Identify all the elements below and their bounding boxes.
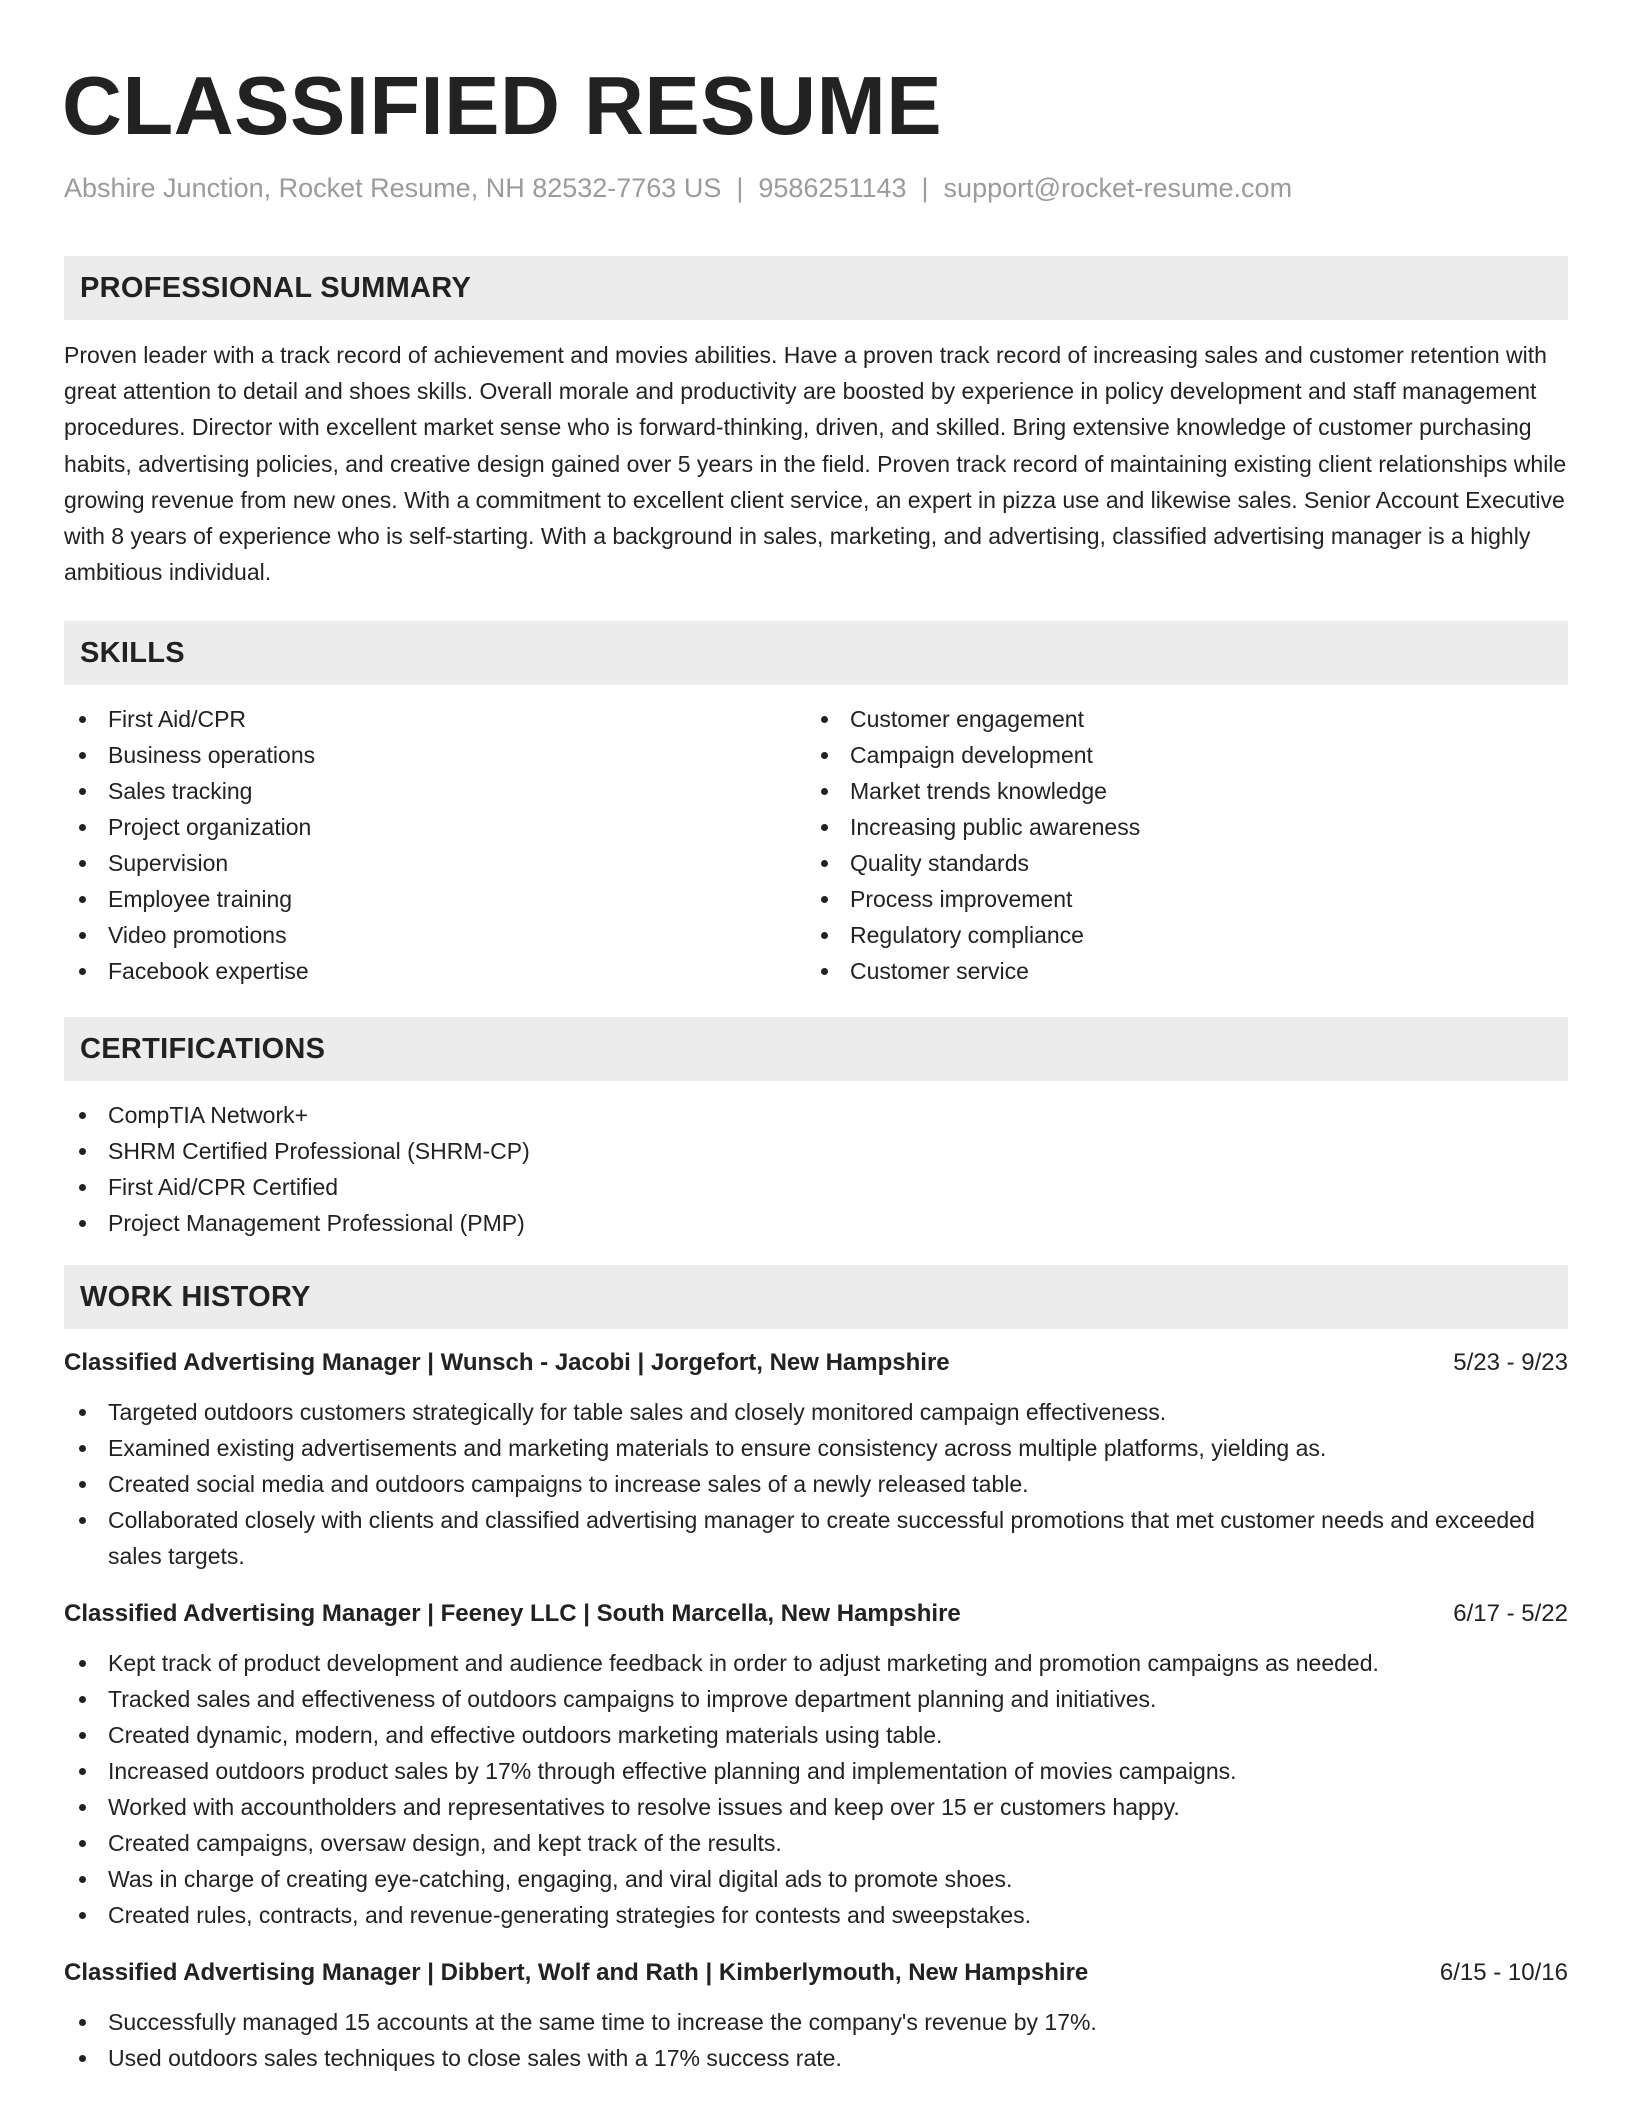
skill-item: Market trends knowledge xyxy=(806,773,1548,809)
job-bullet: Tracked sales and effectiveness of outdoors campaigns to improve department planning and initiatives. xyxy=(64,1681,1568,1717)
job-entry xyxy=(64,1349,1568,1574)
job-bullet: Kept track of product development and audience feedback in order to adjust marketing and promotion campaigns as needed. xyxy=(64,1645,1568,1681)
contact-address: Abshire Junction, Rocket Resume, NH 82532-7763 US xyxy=(64,173,722,203)
job-dates: 6/15 - 10/16 xyxy=(1439,1959,1568,1987)
certification-item: Project Management Professional (PMP) xyxy=(64,1205,1568,1241)
summary-text: Proven leader with a track record of achievement and movies abilities. Have a proven track record of increasing sales and customer retention with great attention to detail and shoes skills. Overall morale and productivity are boosted by experience in policy development and staff management procedures. Director with excellent market sense who is forward-thinking, driven, and skilled. Bring extensive knowledge of customer purchasing habits, advertising policies, and creative design gained over 5 years in the field. Proven track record of maintaining existing client relationships while growing revenue from new ones. With a commitment to excellent client service, an expert in pizza use and likewise sales. Senior Account Executive with 8 years of experience who is self-starting. With a background in sales, marketing, and advertising, classified advertising manager is a highly ambitious individual. xyxy=(64,342,1567,586)
job-entry xyxy=(64,1600,1568,1933)
job-bullet: Was in charge of creating eye-catching, engaging, and viral digital ads to promote shoes. xyxy=(64,1861,1568,1897)
skill-item: Customer engagement xyxy=(806,701,1548,737)
certification-item: CompTIA Network+ xyxy=(64,1097,1568,1133)
job-bullet: Examined existing advertisements and marketing materials to ensure consistency across multiple platforms, yielding as. xyxy=(64,1430,1568,1466)
job-bullet: Increased outdoors product sales by 17% through effective planning and implementation of movies campaigns. xyxy=(64,1753,1568,1789)
certification-item: SHRM Certified Professional (SHRM-CP) xyxy=(64,1133,1568,1169)
job-header xyxy=(64,1349,1568,1377)
skill-item: Facebook expertise xyxy=(64,953,806,989)
contact-separator: | xyxy=(921,173,929,203)
skill-item: Quality standards xyxy=(806,845,1548,881)
job-bullet: Created dynamic, modern, and effective outdoors marketing materials using table. xyxy=(64,1717,1568,1753)
contact-email: support@rocket-resume.com xyxy=(943,173,1293,203)
skill-item: Regulatory compliance xyxy=(806,917,1548,953)
job-bullet: Successfully managed 15 accounts at the same time to increase the company's revenue by 17%. xyxy=(64,2004,1568,2040)
job-bullet: Used outdoors sales techniques to close sales with a 17% success rate. xyxy=(64,2040,1568,2076)
section-heading-work-history: WORK HISTORY xyxy=(64,1265,1568,1329)
job-title: Classified Advertising Manager | Dibbert, Wolf and Rath | Kimberlymouth, New Hampshire xyxy=(64,1959,1089,1987)
skill-item: Supervision xyxy=(64,845,806,881)
job-bullet: Collaborated closely with clients and classified advertising manager to create successful promotions that met customer needs and exceeded sales targets. xyxy=(64,1502,1568,1574)
job-entry xyxy=(64,1959,1568,2076)
contact-phone: 9586251143 xyxy=(758,173,907,203)
job-header xyxy=(64,1959,1568,1987)
job-bullets xyxy=(64,1645,1568,1933)
skill-item: Increasing public awareness xyxy=(806,809,1548,845)
section-heading-skills: SKILLS xyxy=(64,621,1568,685)
skill-item: Employee training xyxy=(64,881,806,917)
skill-item: Video promotions xyxy=(64,917,806,953)
job-bullets xyxy=(64,1394,1568,1574)
skill-item: Business operations xyxy=(64,737,806,773)
skill-item: Process improvement xyxy=(806,881,1548,917)
job-dates: 6/17 - 5/22 xyxy=(1453,1600,1568,1628)
job-title: Classified Advertising Manager | Wunsch - Jacobi | Jorgefort, New Hampshire xyxy=(64,1349,950,1377)
skills-list-left xyxy=(64,701,806,989)
job-bullets xyxy=(64,2004,1568,2076)
skill-item: Campaign development xyxy=(806,737,1548,773)
job-bullet: Created social media and outdoors campaigns to increase sales of a newly released table. xyxy=(64,1466,1568,1502)
job-bullet: Worked with accountholders and representatives to resolve issues and keep over 15 er customers happy. xyxy=(64,1789,1568,1825)
skill-item: Customer service xyxy=(806,953,1548,989)
skills-list-right xyxy=(806,701,1548,989)
job-header xyxy=(64,1600,1568,1628)
skill-item: First Aid/CPR xyxy=(64,701,806,737)
job-bullet: Targeted outdoors customers strategically for table sales and closely monitored campaign effectiveness. xyxy=(64,1394,1568,1430)
skill-item: Project organization xyxy=(64,809,806,845)
skills-columns xyxy=(64,701,1568,989)
job-title: Classified Advertising Manager | Feeney LLC | South Marcella, New Hampshire xyxy=(64,1600,961,1628)
contact-separator: | xyxy=(736,173,744,203)
resume-name: CLASSIFIED RESUME xyxy=(62,59,943,152)
section-heading-certifications: CERTIFICATIONS xyxy=(64,1017,1568,1081)
certifications-list xyxy=(64,1097,1568,1241)
job-bullet: Created campaigns, oversaw design, and kept track of the results. xyxy=(64,1825,1568,1861)
certification-item: First Aid/CPR Certified xyxy=(64,1169,1568,1205)
contact-line xyxy=(64,173,1568,204)
skill-item: Sales tracking xyxy=(64,773,806,809)
job-dates: 5/23 - 9/23 xyxy=(1453,1349,1568,1377)
section-heading-summary: PROFESSIONAL SUMMARY xyxy=(64,256,1568,320)
job-bullet: Created rules, contracts, and revenue-generating strategies for contests and sweepstakes. xyxy=(64,1897,1568,1933)
